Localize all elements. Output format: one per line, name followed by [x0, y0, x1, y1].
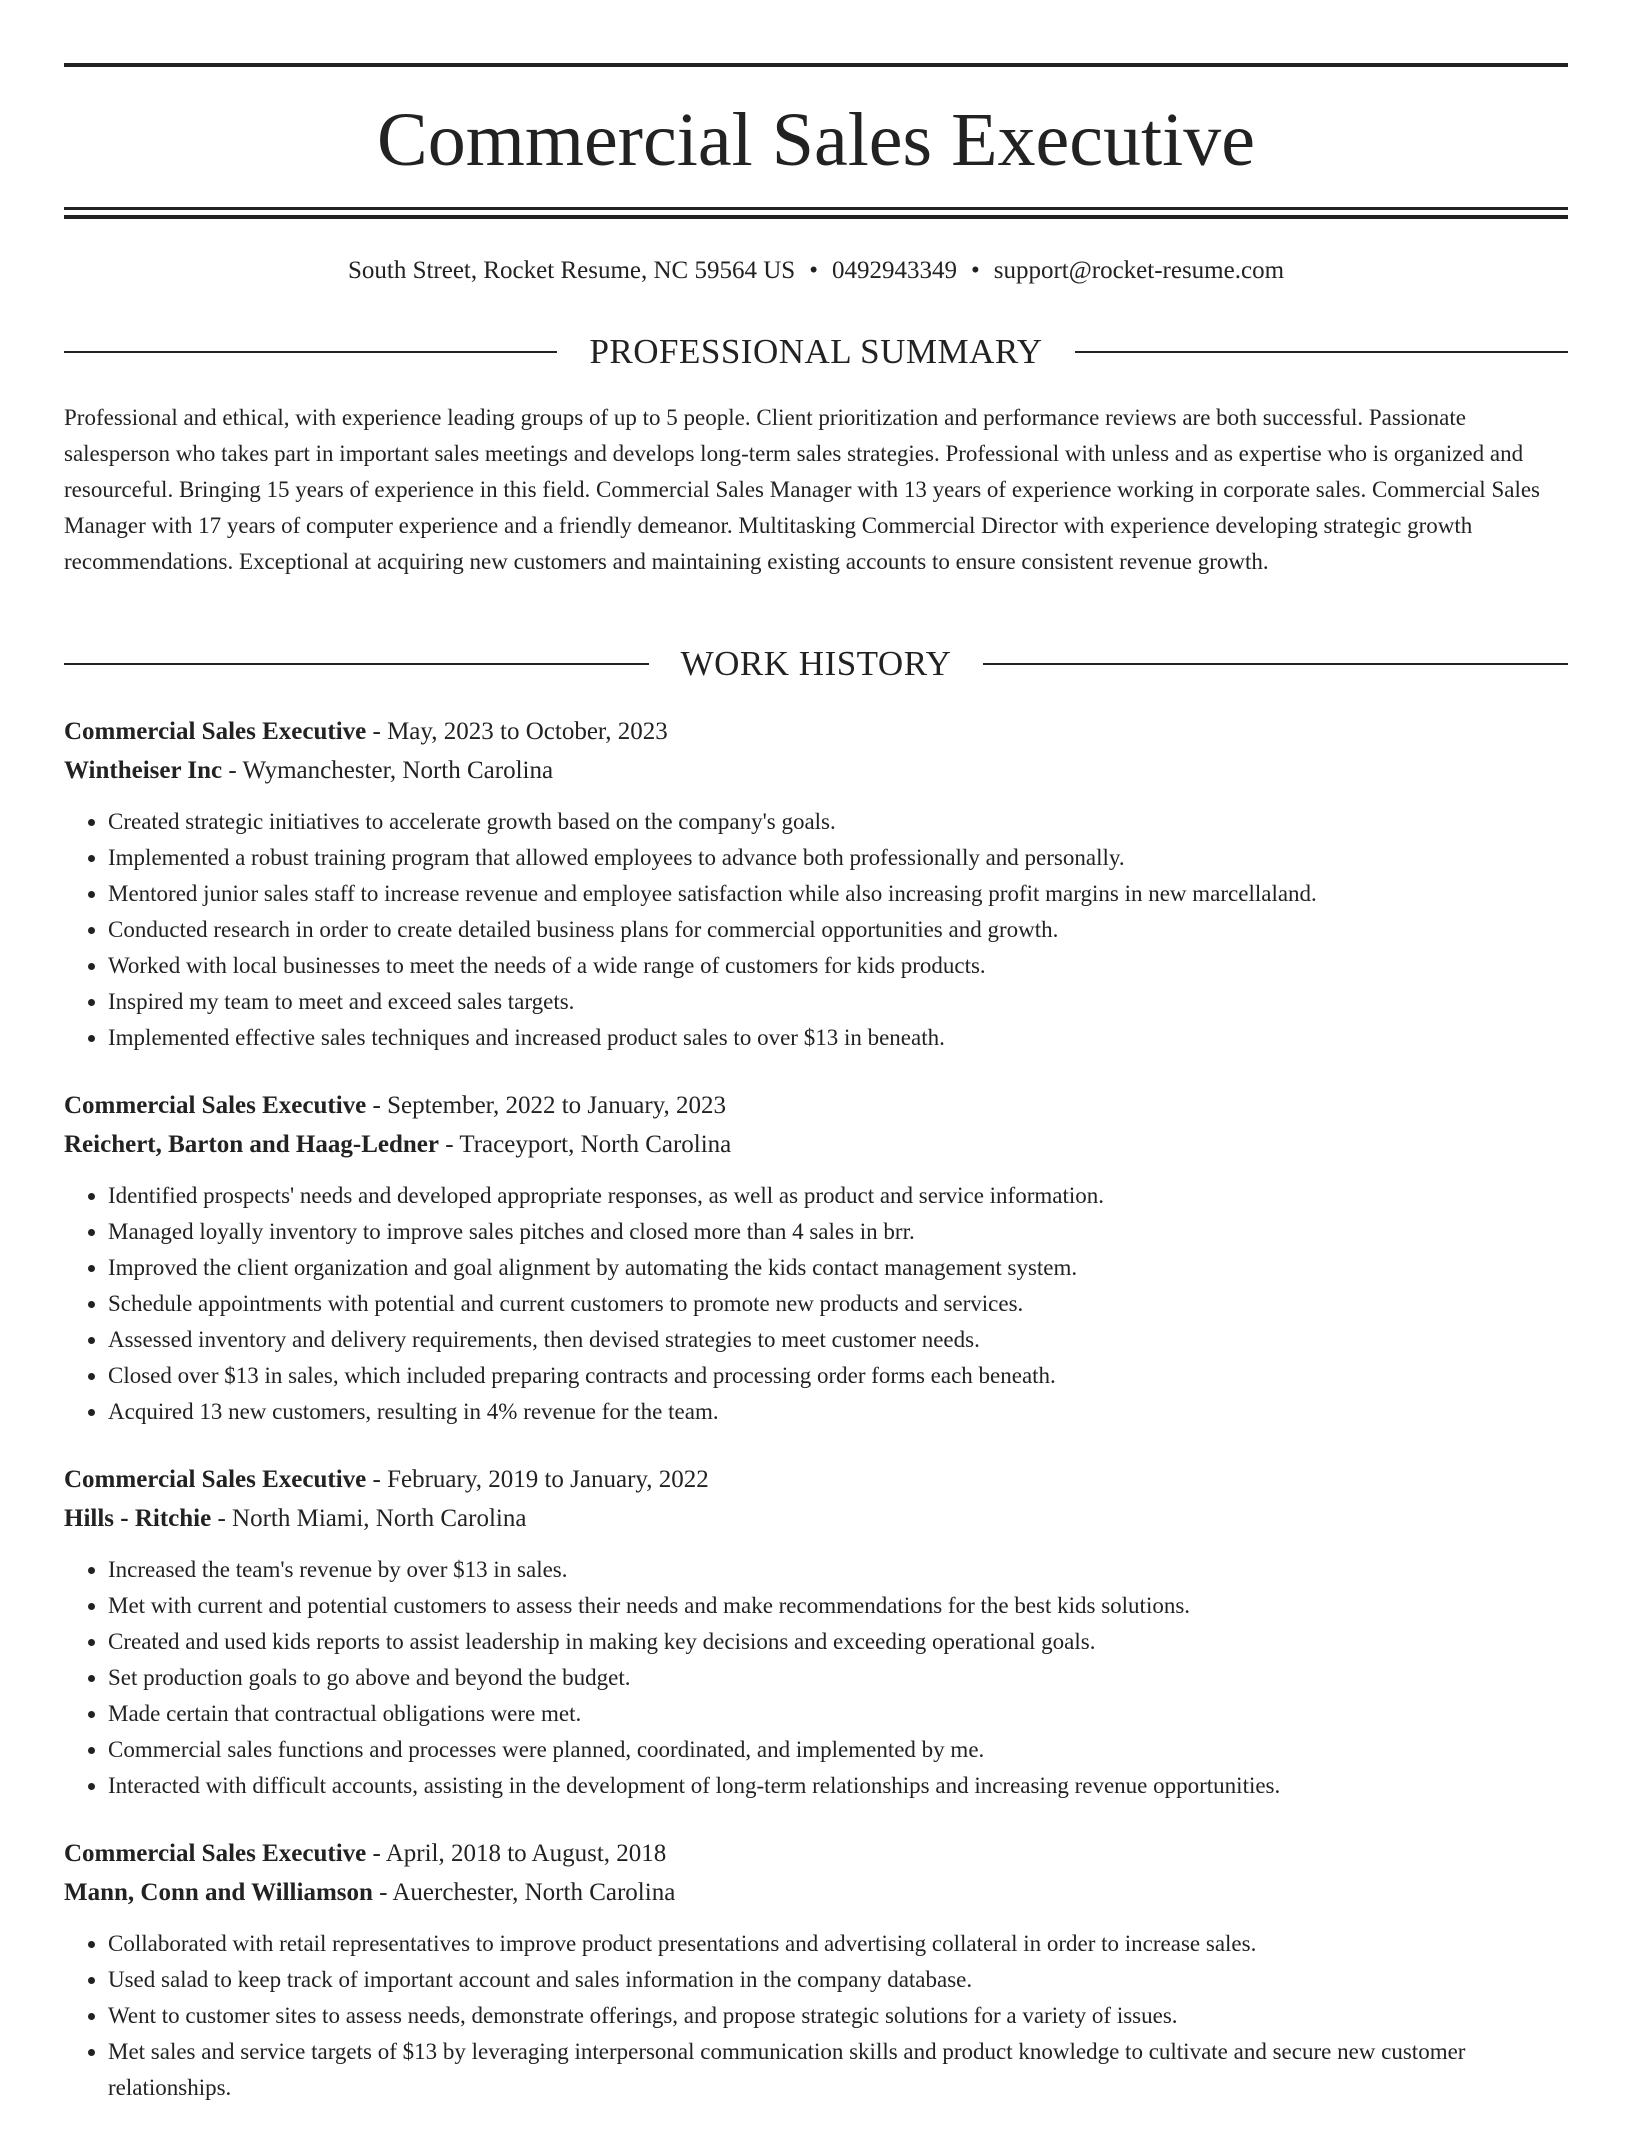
- job-entry: [64, 712, 1568, 1056]
- job-bullet: • Improved the client organization and goal alignment by automating the kids contact management system.: [108, 1250, 1568, 1286]
- contact-address: South Street, Rocket Resume, NC 59564 US: [347, 257, 796, 284]
- job-bullet: • Made certain that contractual obligations were met.: [108, 1696, 1568, 1732]
- job-company: Reichert, Barton and Haag-Ledner: [64, 1131, 439, 1158]
- job-bullet: • Managed loyally inventory to improve sales pitches and closed more than 4 sales in brr.: [108, 1214, 1568, 1250]
- job-bullet: • Collaborated with retail representatives to improve product presentations and advertising collateral in order to increase sales.: [108, 1926, 1568, 1962]
- job-bullet: • Implemented effective sales techniques and increased product sales to over $13 in beneath.: [108, 1020, 1568, 1056]
- job-location: - North Miami, North Carolina: [211, 1505, 527, 1532]
- job-bullets: [64, 804, 1568, 1056]
- job-title-line: [64, 712, 1568, 751]
- job-dates: - February, 2019 to January, 2022: [366, 1466, 709, 1493]
- heading-rule-right: [1075, 351, 1568, 353]
- job-bullet: • Schedule appointments with potential and current customers to promote new products and services.: [108, 1286, 1568, 1322]
- job-bullet: • Assessed inventory and delivery requirements, then devised strategies to meet customer needs.: [108, 1322, 1568, 1358]
- summary-text: Professional and ethical, with experience leading groups of up to 5 people. Client prioritization and performance reviews are both successful. Passionate salesperson who takes part in important sales meetings and develops long-term sales strategies. Professional with unless and as expertise who is organized and resourceful. Bringing 15 years of experience in this field. Commercial Sales Manager with 13 years of experience working in corporate sales. Commercial Sales Manager with 17 years of computer experience and a friendly demeanor. Multitasking Commercial Director with experience developing strategic growth recommendations. Exceptional at acquiring new customers and maintaining existing accounts to ensure consistent revenue growth.: [64, 405, 1540, 574]
- job-title: Commercial Sales Executive: [64, 1840, 367, 1867]
- job-bullet: • Created strategic initiatives to accelerate growth based on the company's goals.: [108, 804, 1568, 840]
- heading-rule-right: [983, 663, 1568, 665]
- job-entry: [64, 1460, 1568, 1804]
- job-bullet: • Acquired 13 new customers, resulting in 4% revenue for the team.: [108, 1394, 1568, 1430]
- job-bullet: • Set production goals to go above and beyond the budget.: [108, 1660, 1568, 1696]
- job-company-line: [64, 751, 1568, 790]
- job-dates: - September, 2022 to January, 2023: [366, 1092, 727, 1119]
- job-title: Commercial Sales Executive: [64, 1466, 367, 1493]
- job-bullet: • Met with current and potential customers to assess their needs and make recommendations for the best kids solutions.: [108, 1588, 1568, 1624]
- work-history-heading-title: WORK HISTORY: [680, 644, 952, 683]
- job-company-line: [64, 1125, 1568, 1164]
- job-location: - Traceyport, North Carolina: [438, 1131, 732, 1158]
- job-company: Hills - Ritchie: [64, 1505, 212, 1532]
- job-bullet: • Met sales and service targets of $13 by leveraging interpersonal communication skills and product knowledge to cultivate and secure new customer relationships.: [108, 2034, 1568, 2106]
- job-bullet: • Mentored junior sales staff to increase revenue and employee satisfaction while also increasing profit margins in new marcellaland.: [108, 876, 1568, 912]
- job-dates: - April, 2018 to August, 2018: [366, 1840, 667, 1867]
- job-bullet: • Interacted with difficult accounts, assisting in the development of long-term relationships and increasing revenue opportunities.: [108, 1768, 1568, 1804]
- job-bullet: • Created and used kids reports to assist leadership in making key decisions and exceeding operational goals.: [108, 1624, 1568, 1660]
- job-title-line: [64, 1086, 1568, 1125]
- job-bullets: [64, 1926, 1568, 2106]
- job-company: Mann, Conn and Williamson: [64, 1879, 373, 1906]
- candidate-name: Commercial Sales Executive: [377, 98, 1255, 182]
- contact-separator: •: [970, 257, 980, 284]
- job-bullets: [64, 1552, 1568, 1804]
- heading-rule-left: [64, 663, 649, 665]
- job-company: Wintheiser Inc: [64, 757, 223, 784]
- job-company-line: [64, 1873, 1568, 1912]
- contact-phone: 0492943349: [831, 257, 957, 284]
- work-history-heading: [64, 642, 1568, 686]
- job-bullet: • Identified prospects' needs and developed appropriate responses, as well as product and service information.: [108, 1178, 1568, 1214]
- job-title: Commercial Sales Executive: [64, 1092, 367, 1119]
- job-location: - Auerchester, North Carolina: [372, 1879, 676, 1906]
- job-title-line: [64, 1460, 1568, 1499]
- job-bullet: • Used salad to keep track of important account and sales information in the company database.: [108, 1962, 1568, 1998]
- job-company-line: [64, 1499, 1568, 1538]
- work-history-list: [64, 712, 1568, 2136]
- summary-heading: [64, 330, 1568, 374]
- job-bullet: • Worked with local businesses to meet the needs of a wide range of customers for kids products.: [108, 948, 1568, 984]
- job-bullet: • Implemented a robust training program that allowed employees to advance both professionally and personally.: [108, 840, 1568, 876]
- header-top-rule: [64, 63, 1568, 67]
- summary-heading-title: PROFESSIONAL SUMMARY: [589, 332, 1043, 371]
- job-bullet: • Increased the team's revenue by over $13 in sales.: [108, 1552, 1568, 1588]
- job-entry: [64, 1086, 1568, 1430]
- header-double-rule-upper: [64, 207, 1568, 210]
- job-location: - Wymanchester, North Carolina: [222, 757, 554, 784]
- job-dates: - May, 2023 to October, 2023: [366, 718, 668, 745]
- header-double-rule-lower: [64, 215, 1568, 219]
- job-bullet: • Inspired my team to meet and exceed sales targets.: [108, 984, 1568, 1020]
- job-entry: [64, 1834, 1568, 2106]
- job-bullet: • Closed over $13 in sales, which included preparing contracts and processing order forms each beneath.: [108, 1358, 1568, 1394]
- heading-rule-left: [64, 351, 557, 353]
- contact-email: support@rocket-resume.com: [993, 257, 1285, 284]
- job-title-line: [64, 1834, 1568, 1873]
- job-bullet: • Conducted research in order to create detailed business plans for commercial opportunities and growth.: [108, 912, 1568, 948]
- job-title: Commercial Sales Executive: [64, 718, 367, 745]
- job-bullets: [64, 1178, 1568, 1430]
- contact-separator: •: [809, 257, 818, 284]
- job-bullet: • Went to customer sites to assess needs, demonstrate offerings, and propose strategic solutions for a variety of issues.: [108, 1998, 1568, 2034]
- contact-line: [64, 254, 1568, 288]
- job-bullet: • Commercial sales functions and processes were planned, coordinated, and implemented by me.: [108, 1732, 1568, 1768]
